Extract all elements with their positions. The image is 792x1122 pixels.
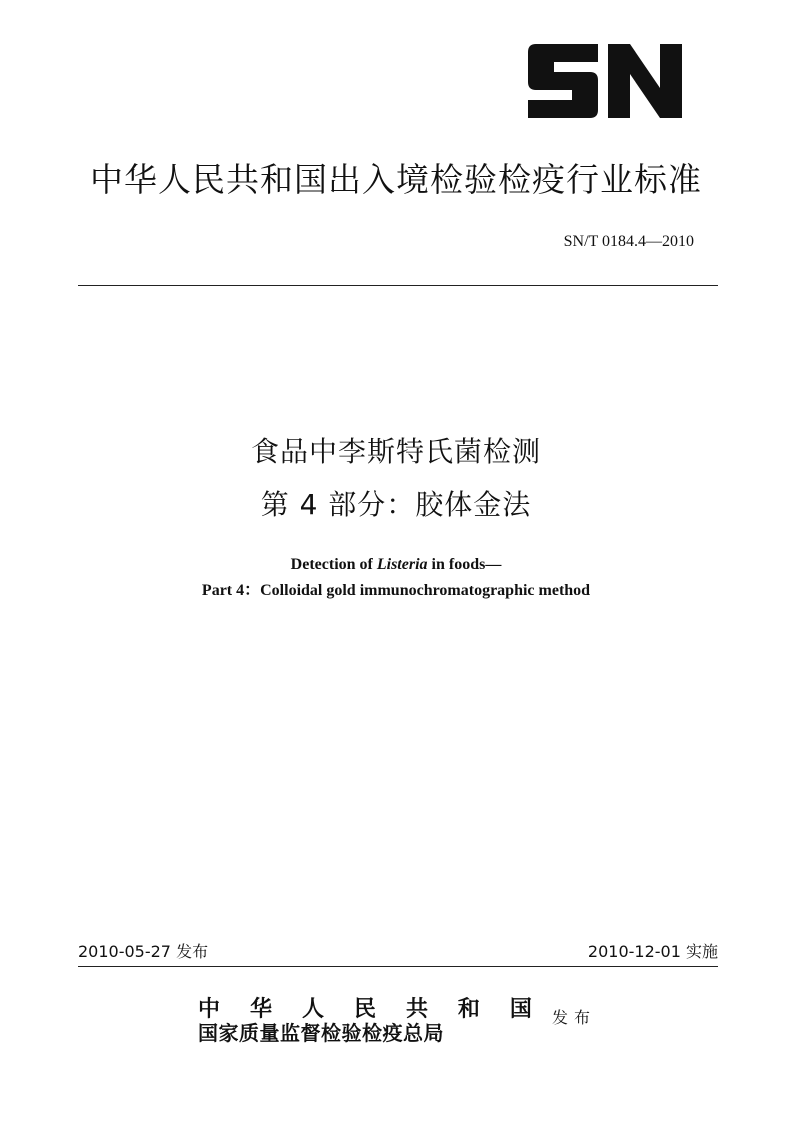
top-divider: [78, 285, 718, 286]
bottom-divider: [78, 966, 718, 967]
title-chinese-line2: 第 4 部分：胶体金法: [260, 488, 532, 521]
implementation-date: 2010-12-01 实施: [587, 942, 718, 961]
issuer-country-char: 民: [353, 996, 376, 1022]
logo-letter-n: [608, 44, 682, 118]
issuer-country-char: 共: [405, 996, 428, 1022]
title-english-genus: Listeria: [376, 556, 428, 573]
logo-letter-s: [528, 44, 598, 118]
issuer-country-char: 人: [301, 996, 324, 1022]
title-english-line2: Part 4：Colloidal gold immunochromatographic method: [201, 582, 591, 599]
sn-logo: [526, 44, 684, 118]
issuer-country-char: 中: [198, 996, 221, 1022]
title-english-prefix: Detection of: [290, 556, 377, 573]
title-english-line1: [0, 555, 792, 575]
title-chinese-line1: 食品中李斯特氏菌检测: [250, 435, 541, 468]
issuer-country-char: 华: [249, 996, 272, 1022]
issuer-country: [198, 996, 532, 1022]
issuer-country-char: 国: [509, 996, 532, 1022]
organization-title: 中华人民共和国出入境检验检疫行业标准: [90, 160, 702, 199]
issuer-country-char: 和: [457, 996, 480, 1022]
issue-date: 2010-05-27 发布: [78, 942, 209, 961]
standard-code: SN/T 0184.4—2010: [563, 233, 694, 250]
title-english-suffix: in foods—: [427, 556, 502, 573]
publish-label: 发布: [552, 1008, 597, 1027]
issuer-agency: 国家质量监督检验检疫总局: [198, 1021, 444, 1045]
